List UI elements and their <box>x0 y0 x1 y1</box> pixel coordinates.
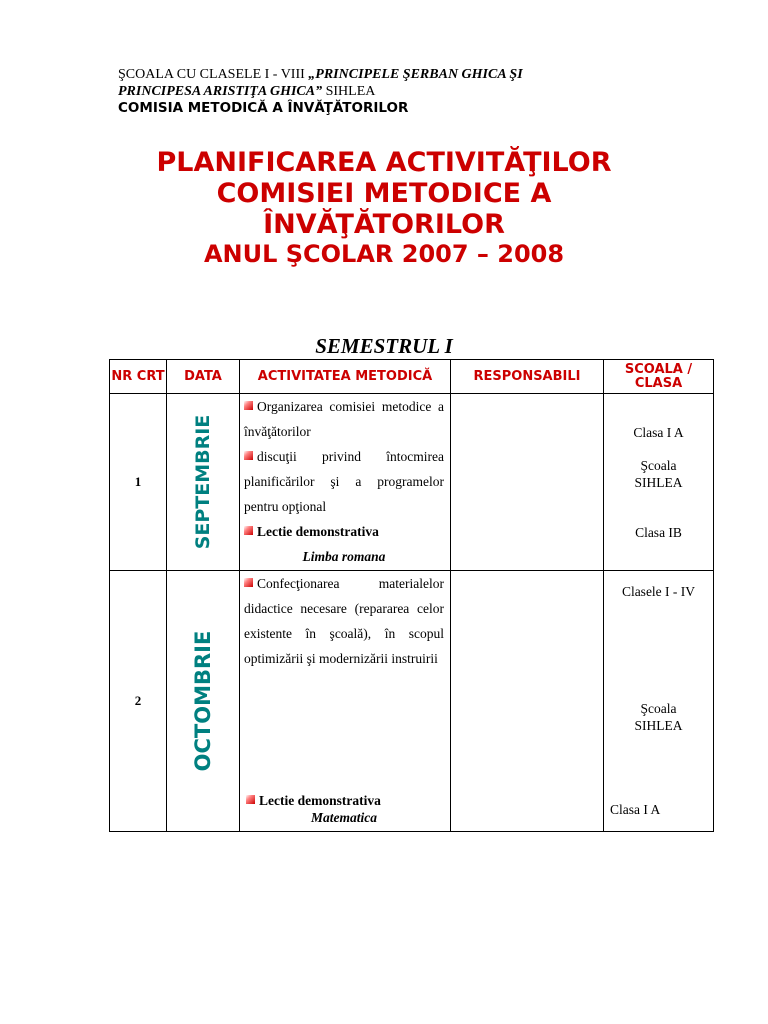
bullet-icon <box>244 451 253 460</box>
class-entry: Clasa IB <box>635 525 682 540</box>
school-header <box>118 66 523 117</box>
table-header-row <box>110 360 714 394</box>
header-class: SCOALA / CLASA <box>604 360 714 394</box>
header-nr-crt: NR CRT <box>110 360 167 394</box>
class-entry: SIHLEA <box>634 718 683 733</box>
activity-cell <box>240 394 451 571</box>
month-cell <box>167 394 240 571</box>
row-number: 2 <box>110 571 167 832</box>
title-line1: PLANIFICAREA ACTIVITĂŢILOR <box>156 147 612 178</box>
row-number: 1 <box>110 394 167 571</box>
activity-cell <box>240 571 451 832</box>
bullet-icon <box>244 578 253 587</box>
school-year: ANUL ŞCOLAR 2007 – 2008 <box>203 240 565 268</box>
bullet-icon <box>244 401 253 410</box>
responsabili-cell <box>451 394 604 571</box>
activity-item: Confecţionarea materialelor didactice necesare (repararea celor existente în şcoală), în scopul optimizării şi modernizării instruirii <box>244 576 444 666</box>
bullet-icon <box>246 795 255 804</box>
commission-name: COMISIA METODICĂ A ÎNVĂŢĂTORILOR <box>118 100 409 116</box>
header-responsabili: RESPONSABILI <box>451 360 604 394</box>
class-cell <box>604 394 714 571</box>
demo-subject: Limba romana <box>302 549 386 564</box>
class-cell <box>604 571 714 832</box>
month-label: SEPTEMBRIE <box>192 414 214 550</box>
header-activity: ACTIVITATEA METODICĂ <box>240 360 451 394</box>
class-entry: Şcoala <box>640 458 677 473</box>
class-entry: SIHLEA <box>634 475 683 490</box>
demo-lesson: Lectie demonstrativa <box>244 792 444 810</box>
demo-lesson: Lectie demonstrativa <box>244 519 444 544</box>
title-line3: ÎNVĂŢĂTORILOR <box>263 209 505 240</box>
table-row <box>110 571 714 832</box>
semester-title: SEMESTRUL I <box>315 334 453 358</box>
bullet-icon <box>244 526 253 535</box>
month-label: OCTOMBRIE <box>191 630 215 772</box>
activity-item: Organizarea comisiei metodice a învăţătorilor <box>244 399 444 439</box>
activity-item: discuţii privind întocmirea planificărilor şi a programelor pentru opţional <box>244 449 444 514</box>
school-name-line1: ŞCOALA CU CLASELE I - VIII „PRINCIPELE ŞERBAN GHICA ŞI <box>118 67 523 82</box>
responsabili-cell <box>451 571 604 832</box>
header-data: DATA <box>167 360 240 394</box>
table-row <box>110 394 714 571</box>
demo-subject: Matematica <box>311 810 377 825</box>
school-name-line2: PRINCIPESA ARISTIŢA GHICA” SIHLEA <box>118 84 376 99</box>
activities-table <box>109 359 714 832</box>
class-entry: Şcoala <box>640 701 677 716</box>
class-entry: Clasele I - IV <box>621 584 696 599</box>
month-cell <box>167 571 240 832</box>
class-entry: Clasa I A <box>633 425 684 440</box>
document-title <box>0 147 768 268</box>
title-line2: COMISIEI METODICE A <box>216 178 552 209</box>
class-entry: Clasa I A <box>610 802 661 817</box>
